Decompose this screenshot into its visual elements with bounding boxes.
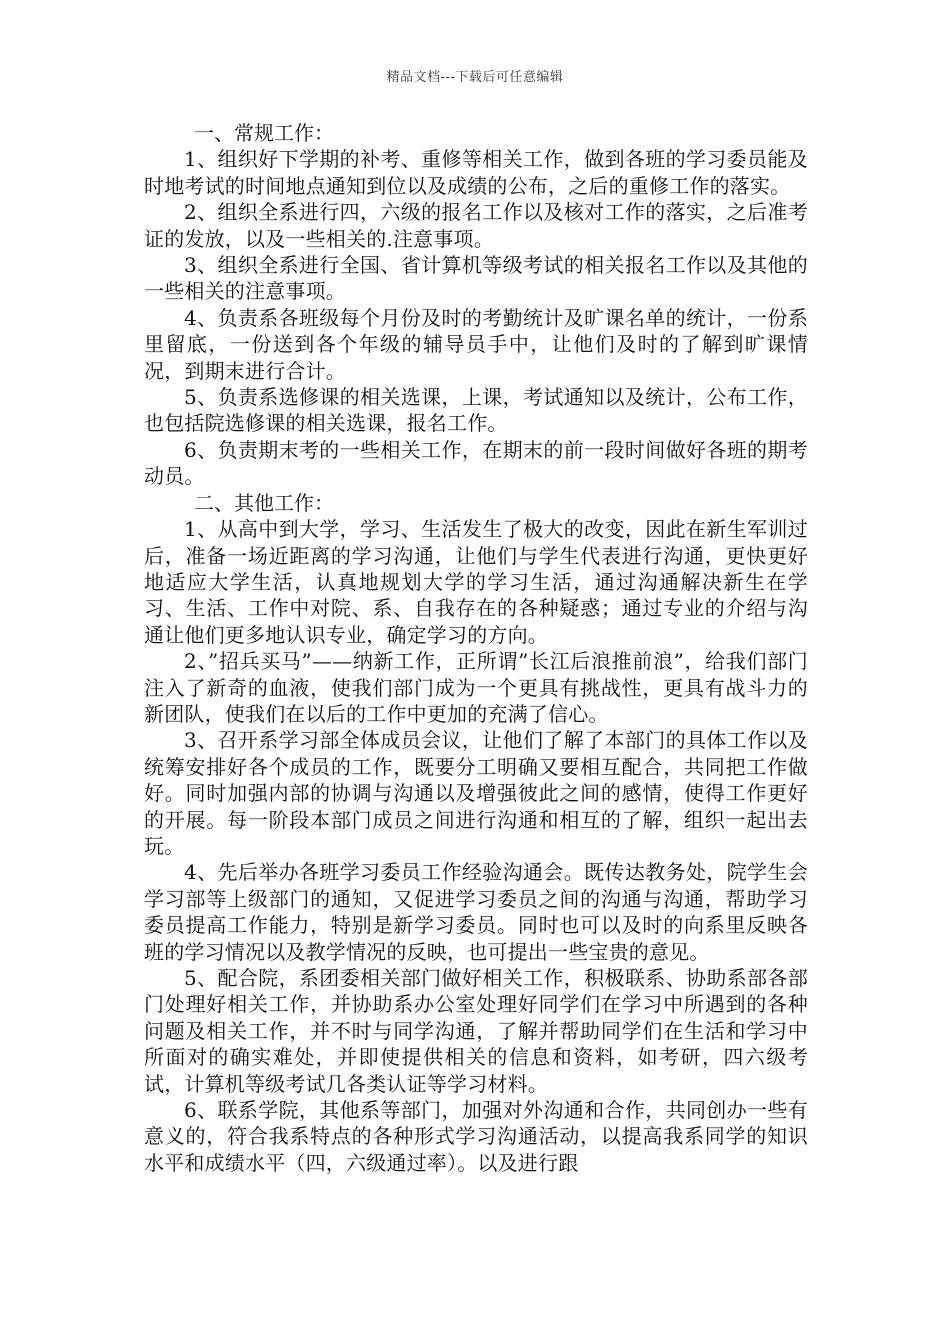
paragraph: 1、组织好下学期的补考、重修等相关工作，做到各班的学习委员能及时地考试的时间地点通知到位以及成绩的公布，之后的重修工作的落实。 <box>144 147 808 198</box>
paragraph: 1、从高中到大学，学习、生活发生了极大的改变，因此在新生军训过后，准备一场近距离的学习沟通，让他们与学生代表进行沟通，更快更好地适应大学生活，认真地规划大学的学习生活，通过沟通解决新生在学习、生活、工作中对院、系、自我存在的各种疑惑；通过专业的介绍与沟通让他们更多地认识专业，确定学习的方向。 <box>144 517 808 647</box>
paragraph: 2、”招兵买马”——纳新工作，正所谓”长江后浪推前浪”，给我们部门注入了新奇的血液，使我们部门成为一个更具有挑战性，更具有战斗力的新团队，使我们在以后的工作中更加的充满了信心。 <box>144 649 808 726</box>
paragraph: 3、召开系学习部全体成员会议，让他们了解了本部门的具体工作以及统筹安排好各个成员的工作，既要分工明确又要相互配合，共同把工作做好。同时加强内部的协调与沟通以及增强彼此之间的感情，使得工作更好的开展。每一阶段本部门成员之间进行沟通和相互的了解，组织一起出去玩。 <box>144 728 808 858</box>
paragraph: 2、组织全系进行四，六级的报名工作以及核对工作的落实，之后准考证的发放，以及一些相关的.注意事项。 <box>144 200 808 251</box>
paragraph: 3、组织全系进行全国、省计算机等级考试的相关报名工作以及其他的一些相关的注意事项。 <box>144 253 808 304</box>
paragraph: 6、负责期末考的一些相关工作，在期末的前一段时间做好各班的期考动员。 <box>144 437 808 489</box>
paragraph: 6、联系学院，其他系等部门，加强对外沟通和合作，共同创办一些有意义的，符合我系特点的各种形式学习沟通活动，以提高我系同学的知识水平和成绩水平（四，六级通过率）。以及进行跟 <box>144 1098 808 1175</box>
paragraph: 5、配合院，系团委相关部门做好相关工作，积极联系、协助系部各部门处理好相关工作，并协助系办公室处理好同学们在学习中所遇到的各种问题及相关工作，并不时与同学沟通，了解并帮助同学们在生活和学习中所面对的确实难处，并即使提供相关的信息和资料，如考研，四六级考试，计算机等级考试几各类认证等学习材料。 <box>144 966 808 1096</box>
paragraph: 4、负责系各班级每个月份及时的考勤统计及旷课名单的统计，一份系里留底，一份送到各个年级的辅导员手中，让他们及时的了解到旷课情况，到期末进行合计。 <box>144 305 808 383</box>
page-header: 精品文档---下载后可任意编辑 <box>386 70 564 85</box>
document-body <box>144 120 808 1176</box>
paragraph: 5、负责系选修课的相关选课，上课，考试通知以及统计，公布工作，也包括院选修课的相关选课，报名工作。 <box>144 385 808 436</box>
paragraph: 4、先后举办各班学习委员工作经验沟通会。既传达教务处，院学生会学习部等上级部门的通知，又促进学习委员之间的沟通与沟通，帮助学习委员提高工作能力，特别是新学习委员。同时也可以及时的向系里反映各班的学习情况以及教学情况的反映，也可提出一些宝贵的意见。 <box>144 860 808 964</box>
section-heading-routine: 一、常规工作： <box>194 121 334 145</box>
section-heading-other: 二、其他工作： <box>194 490 334 515</box>
